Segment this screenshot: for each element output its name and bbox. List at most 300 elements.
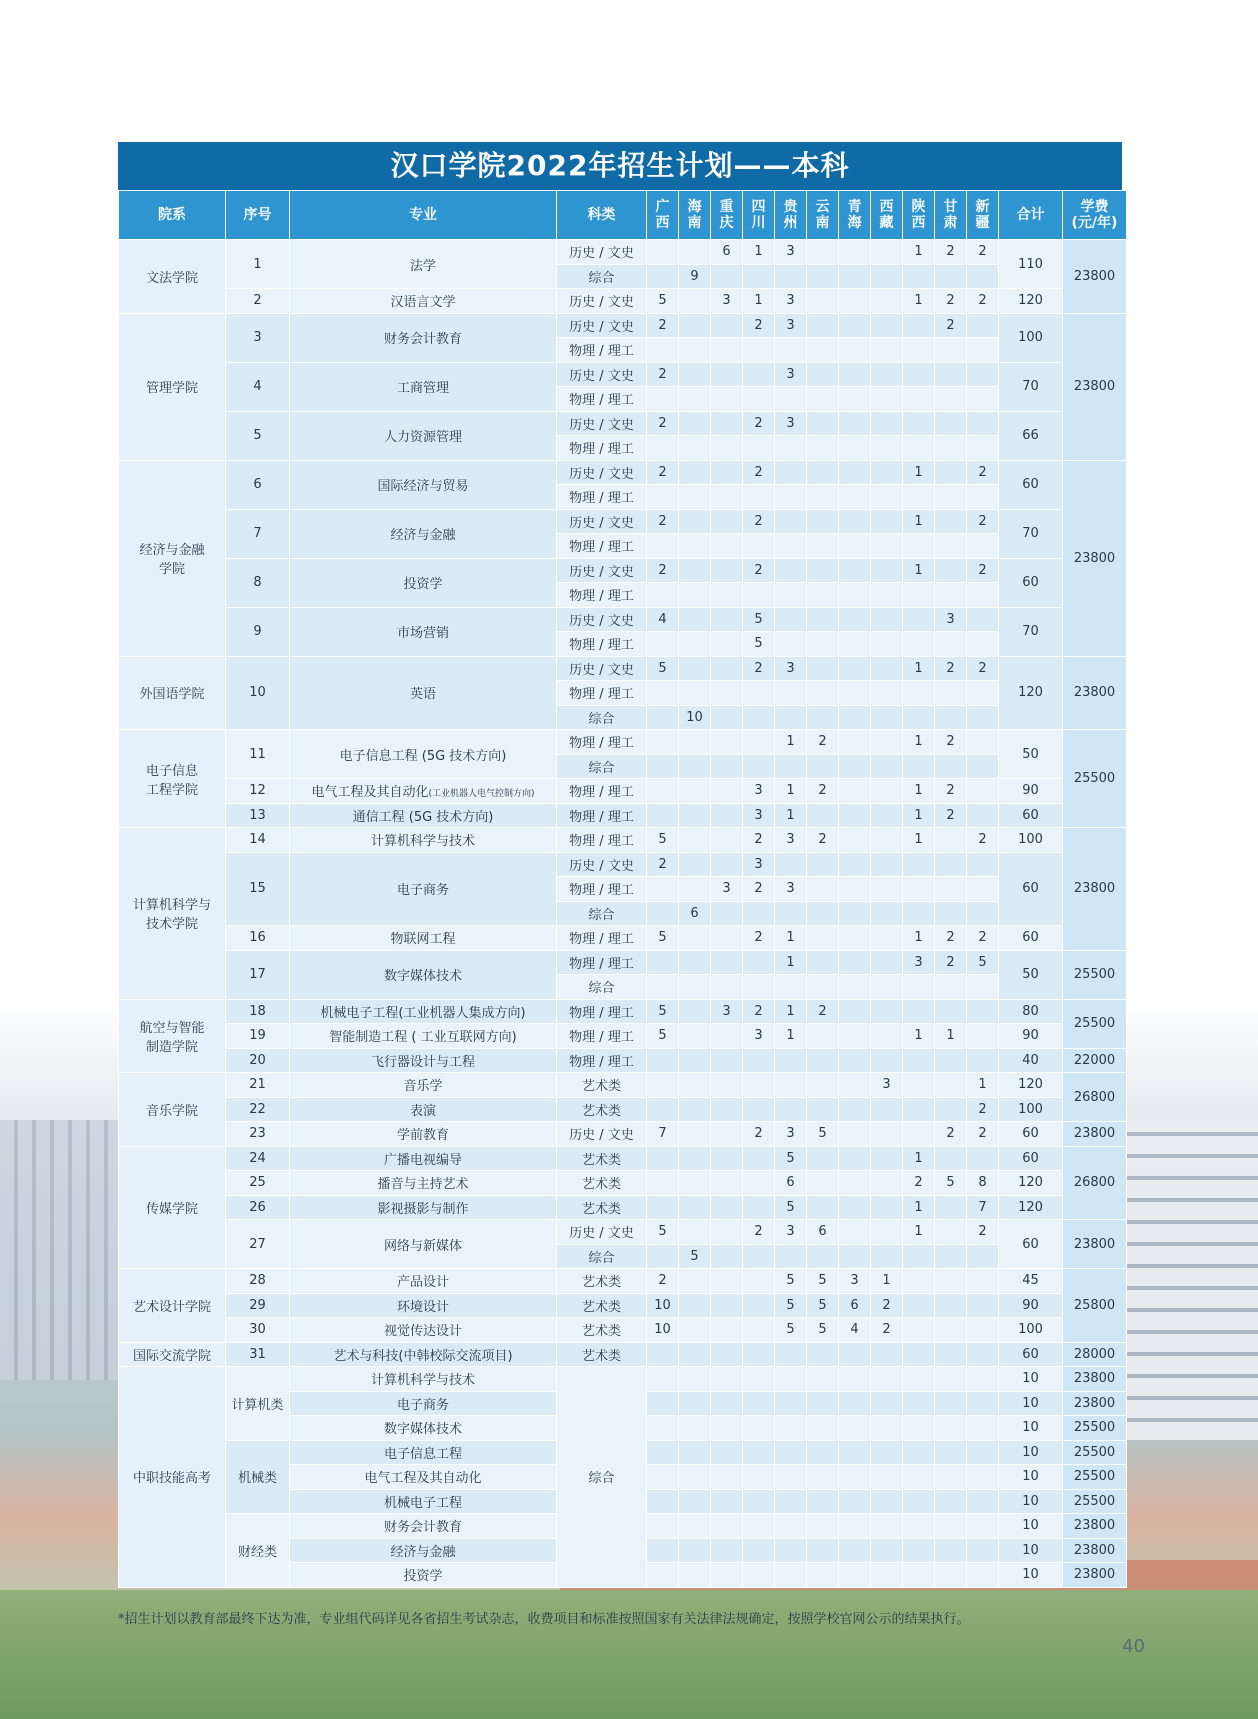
quota-cell (711, 436, 743, 461)
page-number: 40 (1122, 1636, 1145, 1657)
footnote: *招生计划以教育部最终下达为准，专业组代码详见各省招生考试杂志，收费项目和标准按照国家有关法律法规确定，按照学校官网公示的结果执行。 (118, 1612, 970, 1627)
total-cell: 70 (999, 362, 1063, 411)
quota-cell: 2 (743, 313, 775, 338)
total-cell: 50 (999, 950, 1063, 999)
quota-cell (967, 362, 999, 387)
header-province: 云 南 (807, 191, 839, 240)
fee-cell: 25500 (1063, 999, 1127, 1048)
quota-cell (807, 264, 839, 289)
quota-cell (871, 950, 903, 975)
quota-cell: 2 (967, 509, 999, 534)
major-name: 英语 (409, 687, 436, 703)
fee-cell: 23800 (1063, 460, 1127, 656)
quota-cell (647, 1195, 679, 1220)
major-num-cell: 26 (226, 1195, 290, 1220)
header-dept: 院系 (119, 191, 226, 240)
quota-cell (647, 387, 679, 412)
table-row (119, 1220, 1127, 1245)
enrollment-plan (118, 142, 1122, 1588)
fee-cell: 23800 (1063, 240, 1127, 314)
total-cell: 66 (999, 411, 1063, 460)
quota-cell: 2 (871, 1318, 903, 1343)
quota-cell (871, 803, 903, 828)
quota-cell (711, 1097, 743, 1122)
subject-cell: 历史 / 文史 (557, 607, 647, 632)
quota-cell: 7 (647, 1122, 679, 1147)
major-num-cell: 17 (226, 950, 290, 999)
quota-cell (839, 436, 871, 461)
quota-cell (839, 411, 871, 436)
quota-cell (839, 362, 871, 387)
quota-cell (647, 681, 679, 706)
quota-cell (711, 362, 743, 387)
quota-cell (839, 1342, 871, 1367)
quota-cell (935, 901, 967, 926)
major-name: 电气工程及其自动化 (311, 785, 429, 801)
quota-cell (967, 1146, 999, 1171)
major-name: 视觉传达设计 (383, 1324, 462, 1340)
quota-cell (679, 852, 711, 877)
quota-cell (871, 362, 903, 387)
quota-cell (903, 1489, 935, 1514)
major-name-cell (290, 1146, 557, 1171)
quota-cell: 5 (743, 632, 775, 657)
quota-cell: 3 (775, 240, 807, 265)
quota-cell (871, 313, 903, 338)
major-num-cell: 31 (226, 1342, 290, 1367)
major-name-cell (290, 779, 557, 804)
table-row (119, 926, 1127, 951)
quota-cell (647, 1146, 679, 1171)
major-name-cell: 电气工程及其自动化 (290, 1465, 557, 1490)
major-num-cell: 6 (226, 460, 290, 509)
quota-cell (807, 1073, 839, 1098)
quota-cell (647, 1367, 679, 1392)
quota-cell (807, 485, 839, 510)
major-num-cell: 25 (226, 1171, 290, 1196)
major-name-cell (290, 852, 557, 926)
table-header-row (119, 191, 1127, 240)
quota-cell (839, 1122, 871, 1147)
quota-cell (647, 877, 679, 902)
quota-cell (935, 1195, 967, 1220)
quota-cell (647, 1048, 679, 1073)
table-row (119, 1293, 1127, 1318)
subject-cell: 物理 / 理工 (557, 803, 647, 828)
major-name-cell (290, 1122, 557, 1147)
quota-cell (807, 926, 839, 951)
quota-cell: 3 (775, 289, 807, 314)
quota-cell (775, 1342, 807, 1367)
major-name: 飞行器设计与工程 (370, 1054, 475, 1070)
quota-cell (743, 1146, 775, 1171)
major-name: 市场营销 (396, 626, 449, 641)
quota-cell (903, 1097, 935, 1122)
quota-cell (871, 681, 903, 706)
quota-cell (967, 1391, 999, 1416)
quota-cell (903, 1514, 935, 1539)
quota-cell: 1 (743, 240, 775, 265)
quota-cell (711, 1538, 743, 1563)
quota-cell: 5 (647, 828, 679, 853)
quota-cell (935, 1489, 967, 1514)
major-num-cell: 5 (226, 411, 290, 460)
quota-cell (903, 534, 935, 559)
quota-cell: 2 (807, 828, 839, 853)
major-num-cell: 13 (226, 803, 290, 828)
quota-cell: 3 (711, 999, 743, 1024)
major-name-cell: 经济与金融 (290, 1538, 557, 1563)
quota-cell (679, 877, 711, 902)
quota-cell: 3 (935, 607, 967, 632)
total-cell: 40 (999, 1048, 1063, 1073)
table-row (119, 509, 1127, 534)
quota-cell: 2 (967, 1097, 999, 1122)
quota-cell (967, 681, 999, 706)
quota-cell (967, 1416, 999, 1441)
quota-cell (871, 1465, 903, 1490)
quota-cell (743, 1269, 775, 1294)
quota-cell: 1 (903, 460, 935, 485)
quota-cell (775, 705, 807, 730)
quota-cell (871, 558, 903, 583)
major-num-cell: 1 (226, 240, 290, 289)
header-fee: 学费 (元/年) (1063, 191, 1127, 240)
quota-cell (839, 1489, 871, 1514)
quota-cell (967, 1318, 999, 1343)
quota-cell (711, 1440, 743, 1465)
quota-cell: 2 (647, 460, 679, 485)
quota-cell: 10 (647, 1318, 679, 1343)
quota-cell (711, 681, 743, 706)
quota-cell (967, 852, 999, 877)
major-num-cell: 16 (226, 926, 290, 951)
quota-cell: 2 (967, 1220, 999, 1245)
subject-cell: 艺术类 (557, 1073, 647, 1098)
quota-cell: 5 (935, 1171, 967, 1196)
table-row (119, 362, 1127, 387)
major-name-cell (290, 313, 557, 362)
quota-cell (903, 338, 935, 363)
subject-cell: 历史 / 文史 (557, 411, 647, 436)
quota-cell (903, 1048, 935, 1073)
total-cell: 10 (999, 1489, 1063, 1514)
quota-cell (871, 485, 903, 510)
quota-cell (871, 999, 903, 1024)
table-row (119, 852, 1127, 877)
quota-cell (679, 240, 711, 265)
subject-cell: 综合 (557, 1244, 647, 1269)
quota-cell (647, 1342, 679, 1367)
quota-cell: 3 (775, 411, 807, 436)
major-name: 通信工程 (5G 技术方向) (352, 809, 494, 825)
quota-cell: 2 (935, 289, 967, 314)
quota-cell (871, 1122, 903, 1147)
quota-cell (775, 1416, 807, 1441)
quota-cell (711, 828, 743, 853)
total-cell: 60 (999, 1146, 1063, 1171)
quota-cell (807, 803, 839, 828)
quota-cell (807, 607, 839, 632)
major-name-cell (290, 656, 557, 730)
quota-cell (967, 1024, 999, 1049)
quota-cell (711, 411, 743, 436)
quota-cell (935, 436, 967, 461)
quota-cell (775, 338, 807, 363)
quota-cell (743, 1048, 775, 1073)
subject-cell: 综合 (557, 264, 647, 289)
quota-cell (807, 1244, 839, 1269)
quota-cell (679, 485, 711, 510)
quota-cell (935, 1367, 967, 1392)
quota-cell (903, 1342, 935, 1367)
major-name: 汉语言文学 (390, 295, 456, 311)
quota-cell (967, 1048, 999, 1073)
quota-cell (903, 1416, 935, 1441)
subject-cell: 物理 / 理工 (557, 583, 647, 608)
quota-cell (679, 681, 711, 706)
quota-cell (775, 534, 807, 559)
quota-cell (679, 975, 711, 1000)
quota-cell (647, 338, 679, 363)
quota-cell (679, 1391, 711, 1416)
quota-cell (647, 436, 679, 461)
quota-cell (839, 656, 871, 681)
quota-cell (807, 950, 839, 975)
quota-cell: 2 (935, 779, 967, 804)
quota-cell (807, 1391, 839, 1416)
quota-cell (935, 338, 967, 363)
quota-cell (903, 999, 935, 1024)
major-name: 计算机科学与技术 (370, 834, 475, 850)
quota-cell (647, 1416, 679, 1441)
quota-cell: 2 (743, 828, 775, 853)
quota-cell (935, 1465, 967, 1490)
quota-cell: 5 (647, 926, 679, 951)
quota-cell (967, 803, 999, 828)
quota-cell (967, 583, 999, 608)
quota-cell (967, 632, 999, 657)
quota-cell (679, 289, 711, 314)
quota-cell (871, 411, 903, 436)
dept-cell: 中职技能高考 (119, 1367, 226, 1588)
quota-cell (967, 338, 999, 363)
quota-cell (807, 338, 839, 363)
table-row (119, 1048, 1127, 1073)
quota-cell (775, 1440, 807, 1465)
major-num-cell: 15 (226, 852, 290, 926)
major-name-cell (290, 926, 557, 951)
quota-cell (839, 1220, 871, 1245)
background-building-left (0, 1120, 120, 1380)
quota-cell (775, 1563, 807, 1588)
quota-cell: 3 (775, 828, 807, 853)
quota-cell (647, 705, 679, 730)
quota-cell (711, 264, 743, 289)
total-cell: 100 (999, 1318, 1063, 1343)
quota-cell: 5 (807, 1318, 839, 1343)
major-num-cell: 3 (226, 313, 290, 362)
quota-cell: 1 (871, 1269, 903, 1294)
quota-cell (679, 656, 711, 681)
subject-cell: 综合 (557, 754, 647, 779)
quota-cell (679, 411, 711, 436)
quota-cell: 2 (935, 926, 967, 951)
quota-cell (839, 583, 871, 608)
quota-cell (807, 1146, 839, 1171)
quota-cell (967, 975, 999, 1000)
total-cell: 120 (999, 1195, 1063, 1220)
subject-cell: 物理 / 理工 (557, 730, 647, 755)
quota-cell (807, 583, 839, 608)
quota-cell: 1 (903, 509, 935, 534)
quota-cell (743, 1391, 775, 1416)
major-num-cell: 11 (226, 730, 290, 779)
quota-cell (935, 534, 967, 559)
quota-cell (871, 1514, 903, 1539)
quota-cell (967, 1538, 999, 1563)
quota-cell (679, 583, 711, 608)
quota-cell: 5 (775, 1269, 807, 1294)
quota-cell (807, 1416, 839, 1441)
quota-cell: 5 (647, 656, 679, 681)
quota-cell (711, 460, 743, 485)
quota-cell (871, 534, 903, 559)
major-name-cell (290, 999, 557, 1024)
quota-cell (711, 656, 743, 681)
quota-cell (903, 1538, 935, 1563)
quota-cell (903, 877, 935, 902)
major-name: 表演 (409, 1103, 436, 1119)
major-name-cell: 机械电子工程 (290, 1489, 557, 1514)
major-name: 网络与新媒体 (383, 1238, 462, 1254)
quota-cell (743, 1244, 775, 1269)
quota-cell: 1 (903, 1220, 935, 1245)
subject-cell: 物理 / 理工 (557, 632, 647, 657)
category-cell: 计算机类 (226, 1367, 290, 1441)
table-row (119, 411, 1127, 436)
dept-cell: 传媒学院 (119, 1146, 226, 1269)
quota-cell (871, 779, 903, 804)
subject-cell: 艺术类 (557, 1097, 647, 1122)
quota-cell (711, 1171, 743, 1196)
quota-cell (871, 705, 903, 730)
quota-cell (711, 1563, 743, 1588)
quota-cell (711, 583, 743, 608)
subject-cell: 历史 / 文史 (557, 289, 647, 314)
total-cell: 120 (999, 289, 1063, 314)
quota-cell (967, 754, 999, 779)
major-name-cell (290, 1342, 557, 1367)
major-num-cell: 24 (226, 1146, 290, 1171)
quota-cell: 2 (967, 240, 999, 265)
quota-cell (839, 313, 871, 338)
major-name: 法学 (409, 258, 436, 274)
subject-cell: 历史 / 文史 (557, 509, 647, 534)
quota-cell (903, 485, 935, 510)
quota-cell (775, 975, 807, 1000)
quota-cell (903, 1122, 935, 1147)
table-row (119, 558, 1127, 583)
major-name-cell (290, 1097, 557, 1122)
quota-cell: 1 (903, 1146, 935, 1171)
major-num-cell: 28 (226, 1269, 290, 1294)
quota-cell (903, 681, 935, 706)
quota-cell (903, 1563, 935, 1588)
quota-cell (839, 1171, 871, 1196)
major-name: 工商管理 (396, 381, 449, 396)
dept-cell: 航空与智能 制造学院 (119, 999, 226, 1073)
quota-cell (935, 387, 967, 412)
major-name-cell (290, 1024, 557, 1049)
background-building-right (1120, 1120, 1258, 1440)
quota-cell (935, 1269, 967, 1294)
quota-cell (903, 607, 935, 632)
quota-cell: 2 (807, 999, 839, 1024)
table-row (119, 1122, 1127, 1147)
quota-cell (839, 509, 871, 534)
quota-cell (839, 338, 871, 363)
major-name-cell (290, 1318, 557, 1343)
quota-cell (839, 1538, 871, 1563)
subject-cell: 综合 (557, 901, 647, 926)
quota-cell (871, 1367, 903, 1392)
quota-cell (743, 1538, 775, 1563)
category-cell: 机械类 (226, 1440, 290, 1514)
quota-cell (647, 1514, 679, 1539)
major-name-cell: 计算机科学与技术 (290, 1367, 557, 1392)
major-name: 艺术与科技(中韩校际交流项目) (333, 1348, 513, 1364)
quota-cell (743, 362, 775, 387)
quota-cell (871, 1195, 903, 1220)
major-name-cell (290, 460, 557, 509)
total-cell: 10 (999, 1367, 1063, 1392)
major-name: 国际经济与贸易 (377, 479, 469, 494)
header-province: 贵 州 (775, 191, 807, 240)
quota-cell (967, 485, 999, 510)
fee-cell: 25500 (1063, 1489, 1127, 1514)
header-num: 序号 (226, 191, 290, 240)
major-name: 音乐学 (403, 1079, 443, 1095)
quota-cell (647, 1073, 679, 1098)
quota-cell (775, 264, 807, 289)
quota-cell: 2 (647, 313, 679, 338)
quota-cell (807, 1048, 839, 1073)
quota-cell (903, 705, 935, 730)
quota-cell (679, 926, 711, 951)
quota-cell (935, 877, 967, 902)
quota-cell (839, 779, 871, 804)
quota-cell (743, 1440, 775, 1465)
quota-cell (711, 1146, 743, 1171)
quota-cell (903, 1244, 935, 1269)
quota-cell (775, 387, 807, 412)
quota-cell (679, 999, 711, 1024)
major-name: 经济与金融 (390, 528, 456, 543)
quota-cell (807, 1538, 839, 1563)
subject-cell: 历史 / 文史 (557, 240, 647, 265)
quota-cell (679, 1073, 711, 1098)
quota-cell (711, 1391, 743, 1416)
quota-cell (807, 534, 839, 559)
quota-cell: 2 (743, 509, 775, 534)
quota-cell (839, 975, 871, 1000)
quota-cell (935, 1342, 967, 1367)
subject-cell: 综合 (557, 705, 647, 730)
quota-cell (647, 534, 679, 559)
subject-cell: 物理 / 理工 (557, 1048, 647, 1073)
quota-cell (711, 926, 743, 951)
